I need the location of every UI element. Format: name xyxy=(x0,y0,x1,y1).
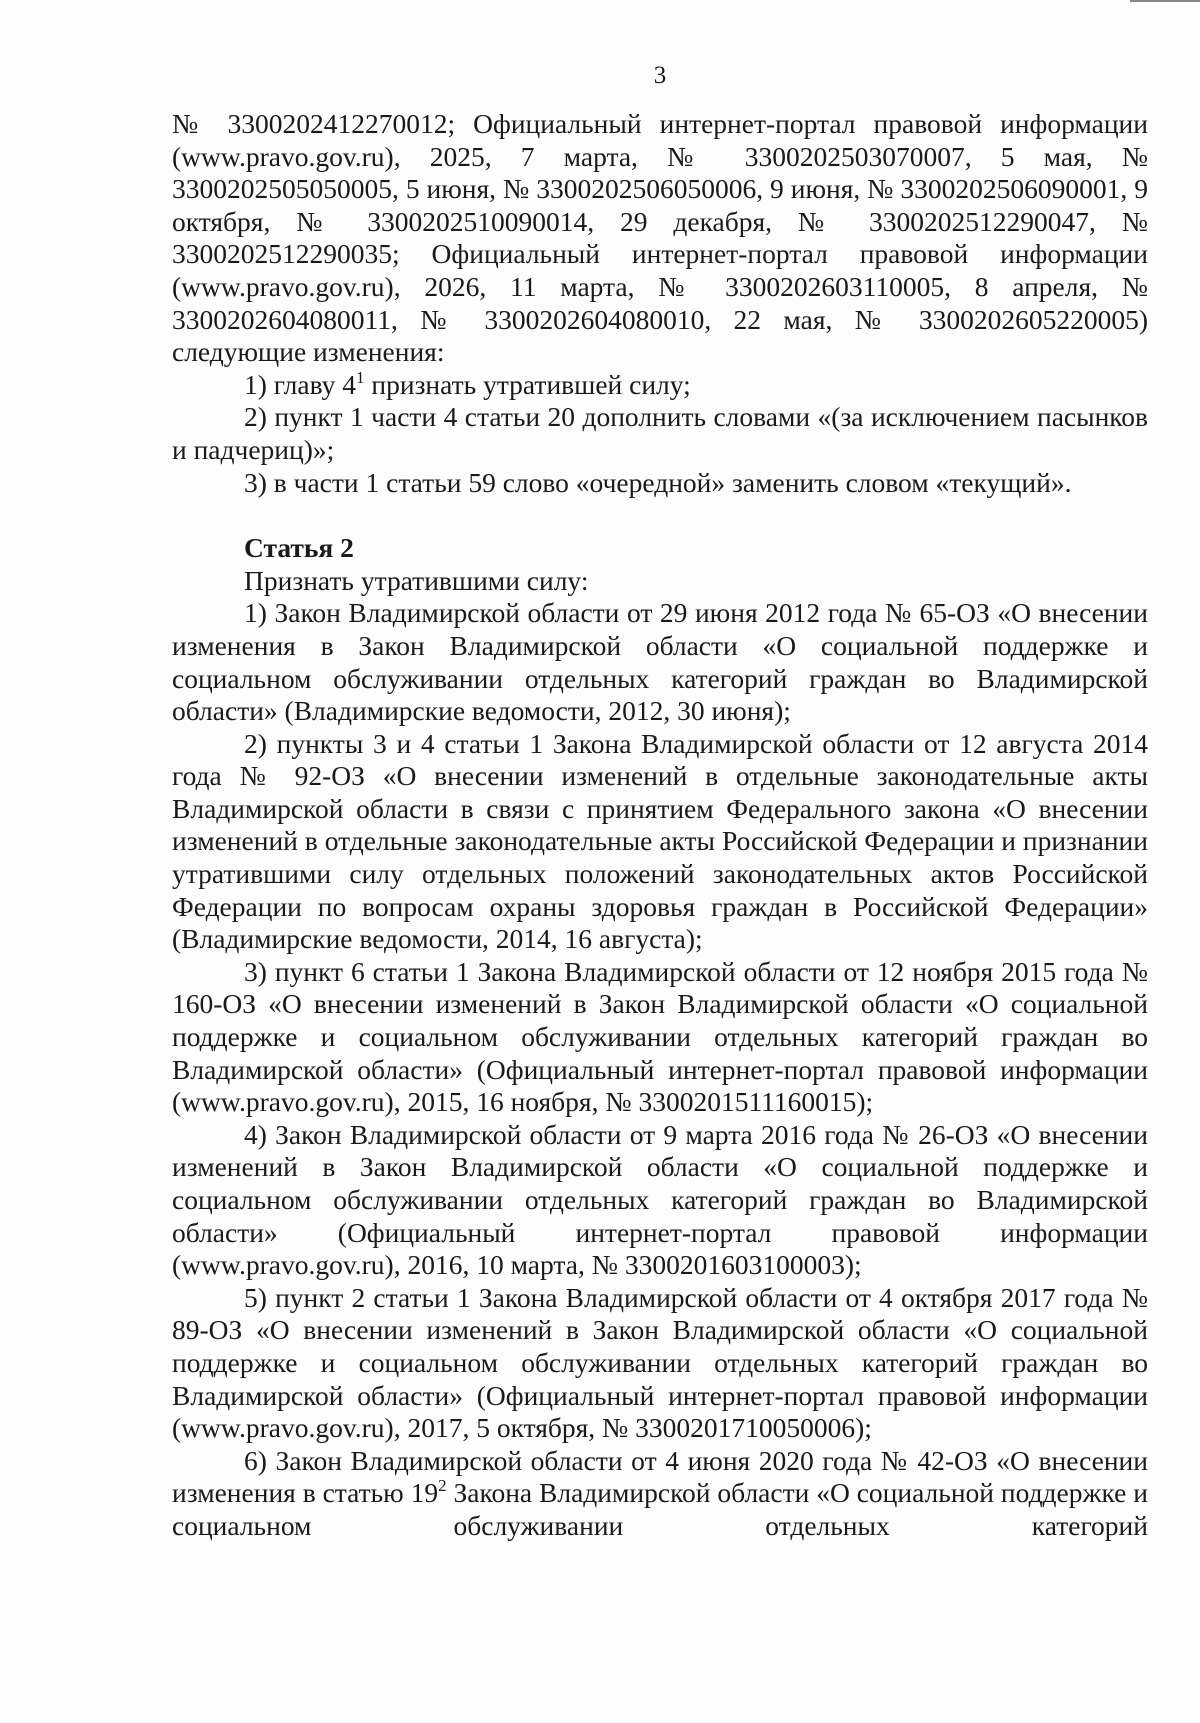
change-item-1-tail: признать утратившей силу; xyxy=(364,368,691,400)
change-item-1-text: 1) главу 4 xyxy=(244,368,357,400)
page-number: 3 xyxy=(653,62,667,89)
scan-edge-line xyxy=(1130,0,1200,2)
superscript: 1 xyxy=(356,367,365,387)
change-item-1 xyxy=(172,369,1148,402)
repeal-item-5: 5) пункт 2 статьи 1 Закона Владимирской области от 4 октября 2017 года № 89-ОЗ «О внесении изменений в Закон Владимирской области «О социальной поддержке и социальном обслуживании отдельных категорий граждан во Владимирской области» (Официальный интернет-портал правовой информации (www.pravo.gov.ru), 2017, 5 октября, № 3300201710050006); xyxy=(172,1281,1148,1444)
repeal-item-6-text: 6) Закон Владимирской области от 4 июня 2020 года № 42-ОЗ «О внесении изменения в статью 19 xyxy=(172,1444,1148,1509)
opening-paragraph: № 3300202412270012; Официальный интернет-портал правовой информации (www.pravo.gov.ru), 2025, 7 марта, № 3300202503070007, 5 мая, № 3300202505050005, 5 июня, № 3300202506050006, 9 июня, № 3300202506090001, 9 октября, № 3300202510090014, 29 декабря, № 3300202512290047, № 3300202512290035; Официальный интернет-портал правовой информации (www.pravo.gov.ru), 2026, 11 марта, № 3300202603110005, 8 апреля, № 3300202604080011, № 3300202604080010, 22 мая, № 3300202605220005) следующие изменения: xyxy=(172,108,1148,368)
change-item-2: 2) пункт 1 части 4 статьи 20 дополнить словами «(за исключением пасынков и падчериц)»; xyxy=(172,401,1148,465)
repeal-item-1: 1) Закон Владимирской области от 29 июня 2012 года № 65-ОЗ «О внесении изменения в Закон Владимирской области «О социальной поддержке и социальном обслуживании отдельных категорий граждан во Владимирской области» (Владимирские ведомости, 2012, 30 июня); xyxy=(172,597,1148,727)
superscript: 2 xyxy=(438,1476,447,1496)
repeal-item-6-tail: Закона Владимирской области «О социальной поддержке и социальном обслуживании отдельных категорий xyxy=(172,1477,1148,1541)
change-item-3: 3) в части 1 статьи 59 слово «очередной» заменить словом «текущий». xyxy=(244,466,1072,498)
repeal-item-3: 3) пункт 6 статьи 1 Закона Владимирской области от 12 ноября 2015 года № 160-ОЗ «О внесении изменений в Закон Владимирской области «О социальной поддержке и социальном обслуживании отдельных категорий граждан во Владимирской области» (Официальный интернет-портал правовой информации (www.pravo.gov.ru), 2015, 16 ноября, № 3300201511160015); xyxy=(172,955,1148,1118)
document-body xyxy=(172,108,1148,1543)
article-intro: Признать утратившими силу: xyxy=(244,564,589,596)
repeal-item-4: 4) Закон Владимирской области от 9 марта 2016 года № 26-ОЗ «О внесении изменений в Закон Владимирской области «О социальной поддержке и социальном обслуживании отдельных категорий граждан во Владимирской области» (Официальный интернет-портал правовой информации (www.pravo.gov.ru), 2016, 10 марта, № 3300201603100003); xyxy=(172,1118,1148,1281)
repeal-item-2: 2) пункты 3 и 4 статьи 1 Закона Владимирской области от 12 августа 2014 года № 92-ОЗ «О внесении изменений в отдельные законодательные акты Владимирской области в связи с принятием Федерального закона «О внесении изменений в отдельные законодательные акты Российской Федерации и признании утратившими силу отдельных положений законодательных актов Российской Федерации по вопросам охраны здоровья граждан в Российской Федерации» (Владимирские ведомости, 2014, 16 августа); xyxy=(172,727,1148,955)
article-heading: Статья 2 xyxy=(244,532,354,564)
repeal-item-6 xyxy=(172,1445,1148,1543)
